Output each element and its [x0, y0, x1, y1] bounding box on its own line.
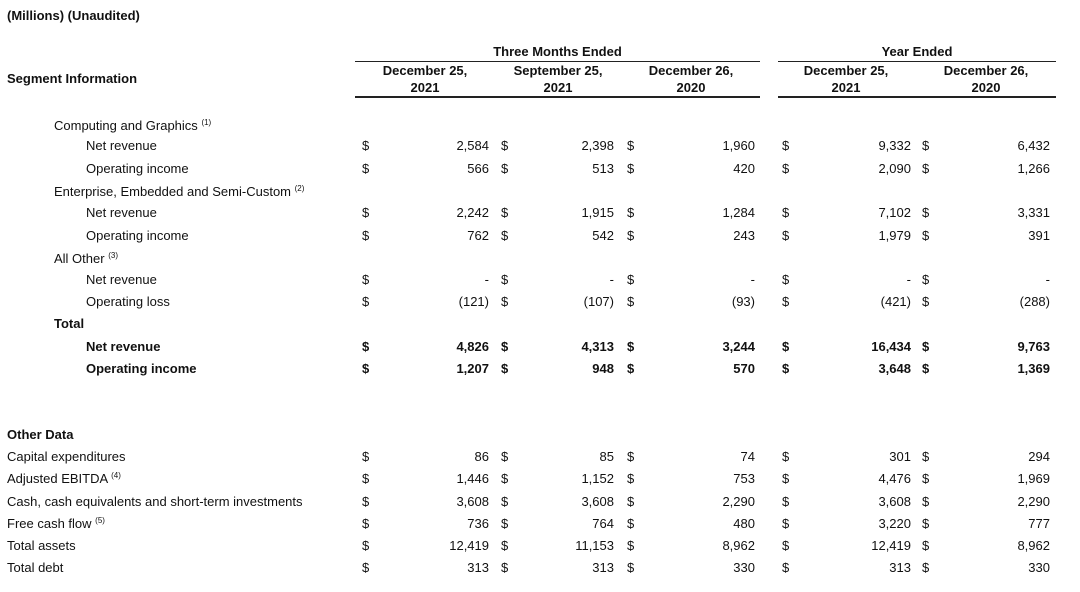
row-label: Operating income	[86, 161, 189, 176]
segment-label-footnote: (1)	[201, 118, 212, 127]
other-data-row-value-4: 8,962	[1017, 538, 1050, 553]
header-underline	[355, 96, 760, 98]
segment-row-value-4: 3,331	[1017, 205, 1050, 220]
segment-row-value-2: 3,244	[722, 339, 755, 354]
column-header-line2: 2021	[543, 80, 573, 95]
segment-row-value-1: 1,915	[581, 205, 614, 220]
segment-label-footnote: (2)	[294, 184, 305, 193]
segment-row-value-4: 1,266	[1017, 161, 1050, 176]
segment-row-value-2: 1,960	[722, 138, 755, 153]
other-data-row-value-2: 330	[733, 560, 755, 575]
other-data-row-value-1: 11,153	[575, 538, 614, 553]
segment-row-value-1: 513	[592, 161, 614, 176]
segment-row-value-1: 2,398	[581, 138, 614, 153]
segment-row-value-3: 2,090	[878, 161, 911, 176]
other-data-row-value-3: 313	[889, 560, 911, 575]
segment-row-value-1: -	[609, 272, 614, 287]
segment-row-dollar-4: $	[922, 361, 930, 376]
segment-row-dollar-4: $	[922, 138, 930, 153]
other-data-label	[7, 494, 303, 510]
other-data-row-dollar-2: $	[627, 449, 635, 464]
segment-label	[54, 184, 304, 200]
other-data-row-dollar-1: $	[501, 449, 509, 464]
other-data-row-value-0: 86	[474, 449, 489, 464]
segment-row-dollar-3: $	[782, 272, 790, 287]
segment-row-dollar-0: $	[362, 161, 370, 176]
other-data-label	[7, 449, 126, 465]
column-header-line1: December 26,	[648, 63, 734, 78]
other-data-row-value-3: 3,220	[878, 516, 911, 531]
other-data-row-dollar-0: $	[362, 471, 370, 486]
column-header-line2: 2021	[410, 80, 440, 95]
other-data-row-value-2: 8,962	[722, 538, 755, 553]
segment-label-text: Enterprise, Embedded and Semi-Custom	[54, 184, 292, 199]
segment-row-dollar-2: $	[627, 272, 635, 287]
other-data-row-value-4: 330	[1028, 560, 1050, 575]
segment-row-dollar-4: $	[922, 205, 930, 220]
other-data-row-dollar-4: $	[922, 516, 930, 531]
other-data-row-value-1: 3,608	[581, 494, 614, 509]
segment-row-dollar-1: $	[501, 294, 509, 309]
segment-row-dollar-2: $	[627, 339, 635, 354]
other-data-row-value-2: 753	[733, 471, 755, 486]
segment-label-text: Computing and Graphics	[54, 118, 198, 133]
segment-row-dollar-2: $	[627, 361, 635, 376]
other-data-row-value-4: 294	[1028, 449, 1050, 464]
segment-row-value-3: 7,102	[878, 205, 911, 220]
other-data-label-text: Cash, cash equivalents and short-term investments	[7, 494, 303, 509]
other-data-title: Other Data	[7, 427, 74, 442]
segment-row-dollar-4: $	[922, 294, 930, 309]
segment-row-value-0: 762	[467, 228, 489, 243]
other-data-row-dollar-0: $	[362, 538, 370, 553]
column-header-line2: 2020	[676, 80, 706, 95]
segment-row-dollar-3: $	[782, 228, 790, 243]
other-data-label-footnote: (5)	[95, 516, 105, 525]
segment-row-value-0: 2,584	[456, 138, 489, 153]
other-data-row-dollar-2: $	[627, 471, 635, 486]
segment-row-value-3: 1,979	[878, 228, 911, 243]
segment-row-value-0: 2,242	[456, 205, 489, 220]
other-data-row-dollar-2: $	[627, 494, 635, 509]
segment-row-dollar-1: $	[501, 161, 509, 176]
other-data-row-dollar-3: $	[782, 494, 790, 509]
segment-row-dollar-0: $	[362, 205, 370, 220]
other-data-row-value-2: 480	[733, 516, 755, 531]
segment-row-dollar-0: $	[362, 361, 370, 376]
segment-row-value-4: -	[1045, 272, 1050, 287]
segment-row-dollar-0: $	[362, 294, 370, 309]
segment-row-value-2: 570	[733, 361, 755, 376]
segment-row-dollar-2: $	[627, 294, 635, 309]
other-data-row-dollar-4: $	[922, 449, 930, 464]
other-data-row-dollar-3: $	[782, 538, 790, 553]
other-data-row-value-1: 85	[599, 449, 614, 464]
other-data-row-value-3: 12,419	[871, 538, 911, 553]
segment-row-dollar-2: $	[627, 228, 635, 243]
other-data-row-value-3: 3,608	[878, 494, 911, 509]
segment-label	[54, 316, 84, 332]
group-underline	[355, 61, 760, 62]
other-data-row-value-2: 74	[740, 449, 755, 464]
other-data-row-value-1: 1,152	[581, 471, 614, 486]
other-data-row-dollar-3: $	[782, 449, 790, 464]
segment-row-value-4: 6,432	[1017, 138, 1050, 153]
segment-row-value-1: 4,313	[581, 339, 614, 354]
segment-label-footnote: (3)	[108, 251, 118, 260]
other-data-row-value-0: 313	[467, 560, 489, 575]
segment-row-value-1: 948	[592, 361, 614, 376]
row-label: Net revenue	[86, 272, 157, 287]
other-data-label-footnote: (4)	[111, 471, 121, 480]
segment-row-value-3: 9,332	[878, 138, 911, 153]
other-data-row-dollar-1: $	[501, 560, 509, 575]
other-data-row-dollar-2: $	[627, 560, 635, 575]
other-data-row-dollar-4: $	[922, 560, 930, 575]
segment-row-dollar-1: $	[501, 361, 509, 376]
segment-row-dollar-2: $	[627, 205, 635, 220]
segment-label	[54, 251, 118, 267]
other-data-row-dollar-0: $	[362, 494, 370, 509]
other-data-row-value-4: 1,969	[1017, 471, 1050, 486]
segment-row-value-0: -	[484, 272, 489, 287]
segment-row-dollar-1: $	[501, 228, 509, 243]
segment-row-dollar-3: $	[782, 361, 790, 376]
other-data-row-dollar-1: $	[501, 494, 509, 509]
other-data-row-value-1: 764	[592, 516, 614, 531]
other-data-row-value-3: 301	[889, 449, 911, 464]
segment-row-dollar-0: $	[362, 339, 370, 354]
group-three-months: Three Months Ended	[493, 44, 622, 59]
segment-title: Segment Information	[7, 71, 138, 86]
other-data-row-dollar-4: $	[922, 538, 930, 553]
units-label: (Millions) (Unaudited)	[7, 8, 140, 23]
segment-row-value-2: 243	[733, 228, 755, 243]
segment-row-dollar-2: $	[627, 161, 635, 176]
segment-row-value-4: 391	[1028, 228, 1050, 243]
other-data-label	[7, 538, 76, 554]
column-header-line1: September 25,	[513, 63, 603, 78]
other-data-row-dollar-1: $	[501, 471, 509, 486]
other-data-row-value-0: 1,446	[456, 471, 489, 486]
header-underline	[778, 96, 1056, 98]
row-label: Net revenue	[86, 205, 157, 220]
segment-row-dollar-3: $	[782, 294, 790, 309]
other-data-row-dollar-3: $	[782, 516, 790, 531]
other-data-row-dollar-1: $	[501, 516, 509, 531]
segment-row-value-3: 3,648	[878, 361, 911, 376]
other-data-row-dollar-4: $	[922, 494, 930, 509]
row-label: Operating income	[86, 228, 189, 243]
column-header-line2: 2021	[831, 80, 861, 95]
other-data-row-dollar-3: $	[782, 560, 790, 575]
column-header-line1: December 25,	[382, 63, 468, 78]
other-data-label-text: Adjusted EBITDA	[7, 471, 108, 486]
segment-label-text: Total	[54, 316, 85, 331]
segment-row-dollar-3: $	[782, 161, 790, 176]
segment-row-dollar-1: $	[501, 272, 509, 287]
segment-row-dollar-4: $	[922, 228, 930, 243]
row-label: Net revenue	[86, 138, 157, 153]
other-data-row-value-4: 777	[1028, 516, 1050, 531]
other-data-row-dollar-4: $	[922, 471, 930, 486]
segment-row-value-2: 1,284	[722, 205, 755, 220]
segment-row-value-2: (93)	[731, 294, 755, 309]
group-underline	[778, 61, 1056, 62]
row-label: Operating income	[86, 361, 197, 376]
other-data-row-dollar-2: $	[627, 538, 635, 553]
row-label: Operating loss	[86, 294, 170, 309]
other-data-label	[7, 471, 121, 487]
segment-label	[54, 118, 211, 134]
segment-row-value-4: 9,763	[1017, 339, 1050, 354]
other-data-label-text: Total debt	[7, 560, 64, 575]
other-data-label-text: Free cash flow	[7, 516, 92, 531]
segment-row-value-1: (107)	[583, 294, 614, 309]
segment-row-dollar-0: $	[362, 272, 370, 287]
segment-row-dollar-0: $	[362, 228, 370, 243]
other-data-row-dollar-0: $	[362, 516, 370, 531]
column-header-line1: December 25,	[803, 63, 889, 78]
other-data-label-text: Total assets	[7, 538, 76, 553]
segment-row-dollar-3: $	[782, 205, 790, 220]
other-data-row-dollar-0: $	[362, 449, 370, 464]
other-data-row-value-1: 313	[592, 560, 614, 575]
other-data-row-dollar-0: $	[362, 560, 370, 575]
segment-row-value-0: 1,207	[456, 361, 489, 376]
segment-row-dollar-2: $	[627, 138, 635, 153]
other-data-row-value-0: 736	[467, 516, 489, 531]
segment-row-dollar-0: $	[362, 138, 370, 153]
segment-row-value-3: -	[906, 272, 911, 287]
segment-row-dollar-1: $	[501, 138, 509, 153]
other-data-label-text: Capital expenditures	[7, 449, 126, 464]
segment-row-value-4: 1,369	[1017, 361, 1050, 376]
other-data-row-dollar-2: $	[627, 516, 635, 531]
segment-row-dollar-1: $	[501, 205, 509, 220]
segment-row-value-0: 4,826	[456, 339, 489, 354]
segment-row-value-0: 566	[467, 161, 489, 176]
segment-row-dollar-3: $	[782, 138, 790, 153]
other-data-row-dollar-1: $	[501, 538, 509, 553]
segment-row-value-0: (121)	[458, 294, 489, 309]
other-data-row-value-3: 4,476	[878, 471, 911, 486]
segment-row-dollar-4: $	[922, 272, 930, 287]
other-data-label	[7, 560, 63, 576]
segment-row-value-1: 542	[592, 228, 614, 243]
segment-label-text: All Other	[54, 251, 105, 266]
group-year-ended: Year Ended	[881, 44, 953, 59]
segment-row-dollar-3: $	[782, 339, 790, 354]
column-header-line2: 2020	[971, 80, 1001, 95]
segment-row-value-3: 16,434	[871, 339, 911, 354]
segment-row-dollar-4: $	[922, 339, 930, 354]
other-data-row-value-0: 12,419	[449, 538, 489, 553]
column-header-line1: December 26,	[943, 63, 1029, 78]
segment-row-dollar-1: $	[501, 339, 509, 354]
other-data-row-value-0: 3,608	[456, 494, 489, 509]
segment-row-value-2: 420	[733, 161, 755, 176]
other-data-row-value-2: 2,290	[722, 494, 755, 509]
other-data-row-value-4: 2,290	[1017, 494, 1050, 509]
row-label: Net revenue	[86, 339, 161, 354]
other-data-label	[7, 516, 105, 532]
segment-row-value-2: -	[750, 272, 755, 287]
segment-row-dollar-4: $	[922, 161, 930, 176]
segment-row-value-4: (288)	[1019, 294, 1050, 309]
segment-row-value-3: (421)	[880, 294, 911, 309]
other-data-row-dollar-3: $	[782, 471, 790, 486]
